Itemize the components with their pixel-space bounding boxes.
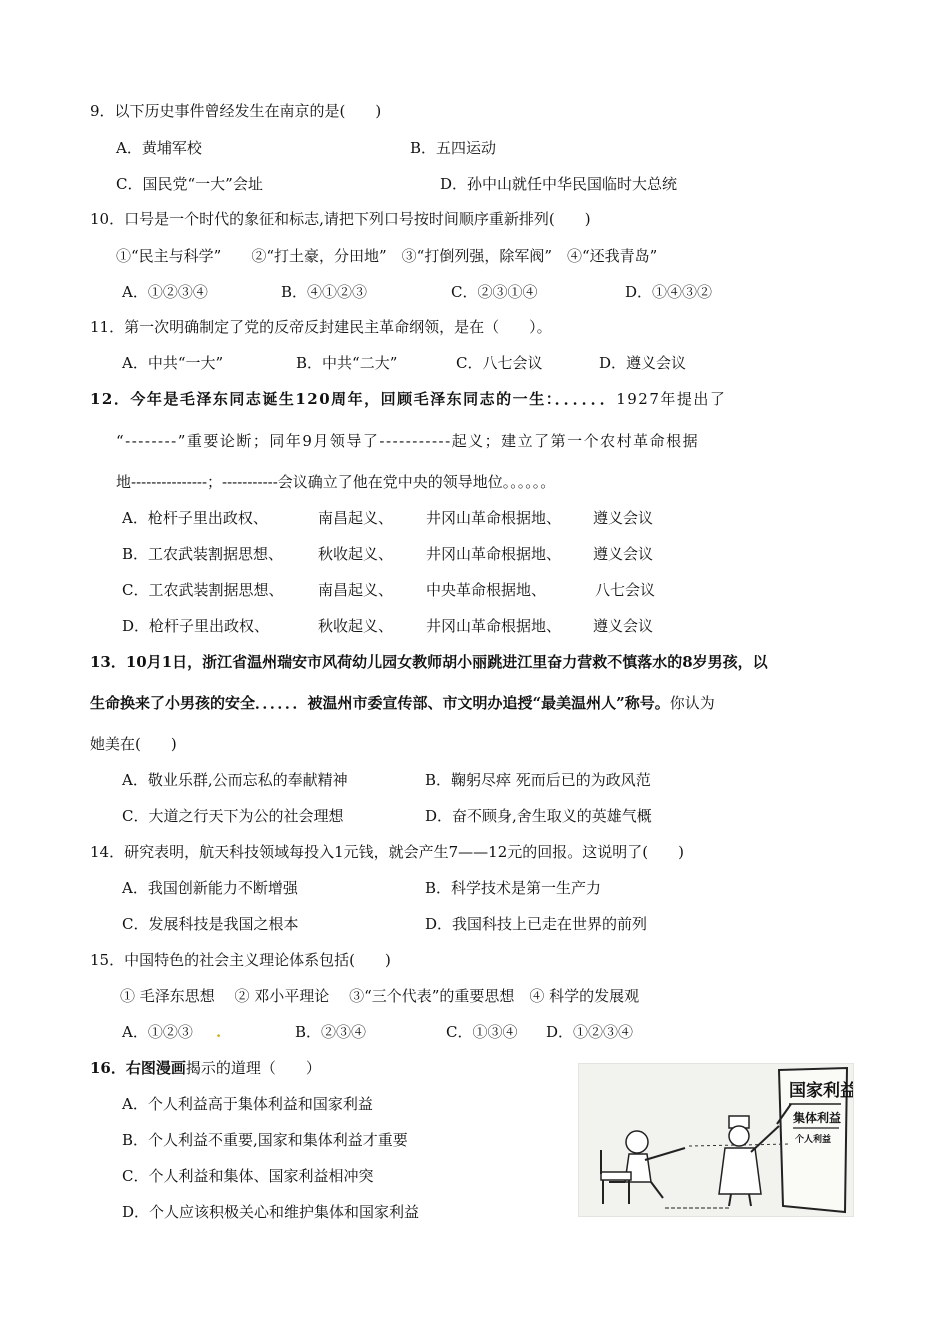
q16-option-a: A．个人利益高于集体利益和国家利益 <box>122 1095 373 1113</box>
q15-items: ① 毛泽东思想 ② 邓小平理论 ③“三个代表”的重要思想 ④ 科学的发展观 <box>120 987 640 1005</box>
board-label-personal: 个人利益 <box>795 1134 832 1144</box>
q15-stray-dot: . <box>216 1023 222 1041</box>
cartoon-image <box>578 1063 854 1217</box>
q14-option-b: B．科学技术是第一生产力 <box>425 879 602 897</box>
board-label-national: 国家利益 <box>789 1081 853 1100</box>
q12-option-a-1: A．枪杆子里出政权、 <box>122 509 268 527</box>
q12-option-c-4: 八七会议 <box>595 581 656 599</box>
q14-option-c: C．发展科技是我国之根本 <box>122 915 299 933</box>
q16-stem-bold: 16．右图漫画 <box>90 1059 186 1077</box>
q12-stem-rest: 1927年提出了 <box>616 390 727 408</box>
q9-option-a: A．黄埔军校 <box>116 139 202 157</box>
q12-option-a-4: 遵义会议 <box>593 509 654 527</box>
q12-option-b-4: 遵义会议 <box>593 545 654 563</box>
q12-option-d-3: 井冈山革命根据地、 <box>426 617 562 635</box>
q16-option-b: B．个人利益不重要,国家和集体利益才重要 <box>122 1131 408 1149</box>
q14-option-a: A．我国创新能力不断增强 <box>122 879 298 897</box>
q9-option-c: C．国民党“一大”会址 <box>116 175 263 193</box>
q10-stem: 10．口号是一个时代的象征和标志,请把下列口号按时间顺序重新排列( ) <box>90 210 591 228</box>
q13-option-d: D．奋不顾身,舍生取义的英雄气概 <box>425 807 652 825</box>
q10-option-c: C．②③①④ <box>451 283 538 301</box>
q12-option-c-2: 南昌起义、 <box>318 581 394 599</box>
q12-option-a-3: 井冈山革命根据地、 <box>426 509 562 527</box>
q13-option-a: A．敬业乐群,公而忘私的奉献精神 <box>122 771 348 789</box>
q11-stem: 11．第一次明确制定了党的反帝反封建民主革命纲领，是在（ ）。 <box>90 318 552 336</box>
q12-line2: “--------”重要论断；同年9月领导了-----------起义；建立了第一个农村革命根据 <box>116 432 700 450</box>
q16-option-d: D．个人应该积极关心和维护集体和国家利益 <box>122 1203 420 1221</box>
q13-option-b: B．鞠躬尽瘁 死而后已的为政风范 <box>425 771 651 789</box>
q11-option-a: A．中共“一大” <box>122 354 224 372</box>
q15-option-d: D．①②③④ <box>546 1023 634 1041</box>
q12-option-a-2: 南昌起义、 <box>318 509 394 527</box>
q12-option-d-2: 秋收起义、 <box>318 617 394 635</box>
q15-option-b: B．②③④ <box>295 1023 367 1041</box>
q12-option-b-1: B．工农武装割据思想、 <box>122 545 284 563</box>
q11-option-d: D．遵义会议 <box>599 354 687 372</box>
q16-stem-rest: 揭示的道理（ ） <box>185 1059 321 1077</box>
q12-line3: 地---------------；-----------会议确立了他在党中央的领导地位。。。。。。 <box>116 473 556 491</box>
q12-option-c-3: 中央革命根据地、 <box>426 581 547 599</box>
q13-line2 <box>90 692 715 714</box>
cartoon-drawing <box>579 1064 853 1216</box>
q12-stem-bold: 12．今年是毛泽东同志诞生120周年，回顾毛泽东同志的一生：．．．．．． <box>90 390 617 408</box>
q15-option-a: A．①②③ <box>122 1023 193 1041</box>
q10-option-d: D．①④③② <box>625 283 713 301</box>
board-label-collective: 集体利益 <box>793 1111 842 1125</box>
q9-option-d: D．孙中山就任中华民国临时大总统 <box>440 175 678 193</box>
q10-option-b: B．④①②③ <box>281 283 368 301</box>
q12-option-d-1: D．枪杆子里出政权、 <box>122 617 270 635</box>
q13-line2-bold: 生命换来了小男孩的安全．．．．．．被温州市委宣传部、市文明办追授“最美温州人”称号。 <box>90 694 670 712</box>
q13-option-c: C．大道之行天下为公的社会理想 <box>122 807 344 825</box>
q15-option-c: C．①③④ <box>446 1023 518 1041</box>
q10-option-a: A．①②③④ <box>122 283 208 301</box>
q14-option-d: D．我国科技上已走在世界的前列 <box>425 915 648 933</box>
q10-items: ①“民主与科学” ②“打土豪，分田地” ③“打倒列强，除军阀” ④“还我青岛” <box>116 247 658 265</box>
q11-option-b: B．中共“二大” <box>296 354 398 372</box>
q12-option-b-3: 井冈山革命根据地、 <box>426 545 562 563</box>
q9-stem: 9．以下历史事件曾经发生在南京的是( ) <box>90 102 382 120</box>
q15-stem: 15．中国特色的社会主义理论体系包括( ) <box>90 951 391 969</box>
q11-option-c: C．八七会议 <box>456 354 543 372</box>
q14-stem: 14．研究表明，航天科技领域每投入1元钱，就会产生7——12元的回报。这说明了( ) <box>90 843 684 861</box>
q13-line1: 13．10月1日，浙江省温州瑞安市风荷幼儿园女教师胡小丽跳进江里奋力营救不慎落水的8岁男孩，以 <box>90 653 768 671</box>
q13-line2-rest: 你认为 <box>669 694 715 712</box>
q9-option-b: B．五四运动 <box>410 139 497 157</box>
q12-stem <box>90 388 726 410</box>
q12-option-c-1: C．工农武装割据思想、 <box>122 581 284 599</box>
q16-option-c: C．个人利益和集体、国家利益相冲突 <box>122 1167 374 1185</box>
q12-option-d-4: 遵义会议 <box>593 617 654 635</box>
q13-line3: 她美在( ) <box>90 735 177 753</box>
q12-option-b-2: 秋收起义、 <box>318 545 394 563</box>
q16-stem <box>90 1057 321 1079</box>
